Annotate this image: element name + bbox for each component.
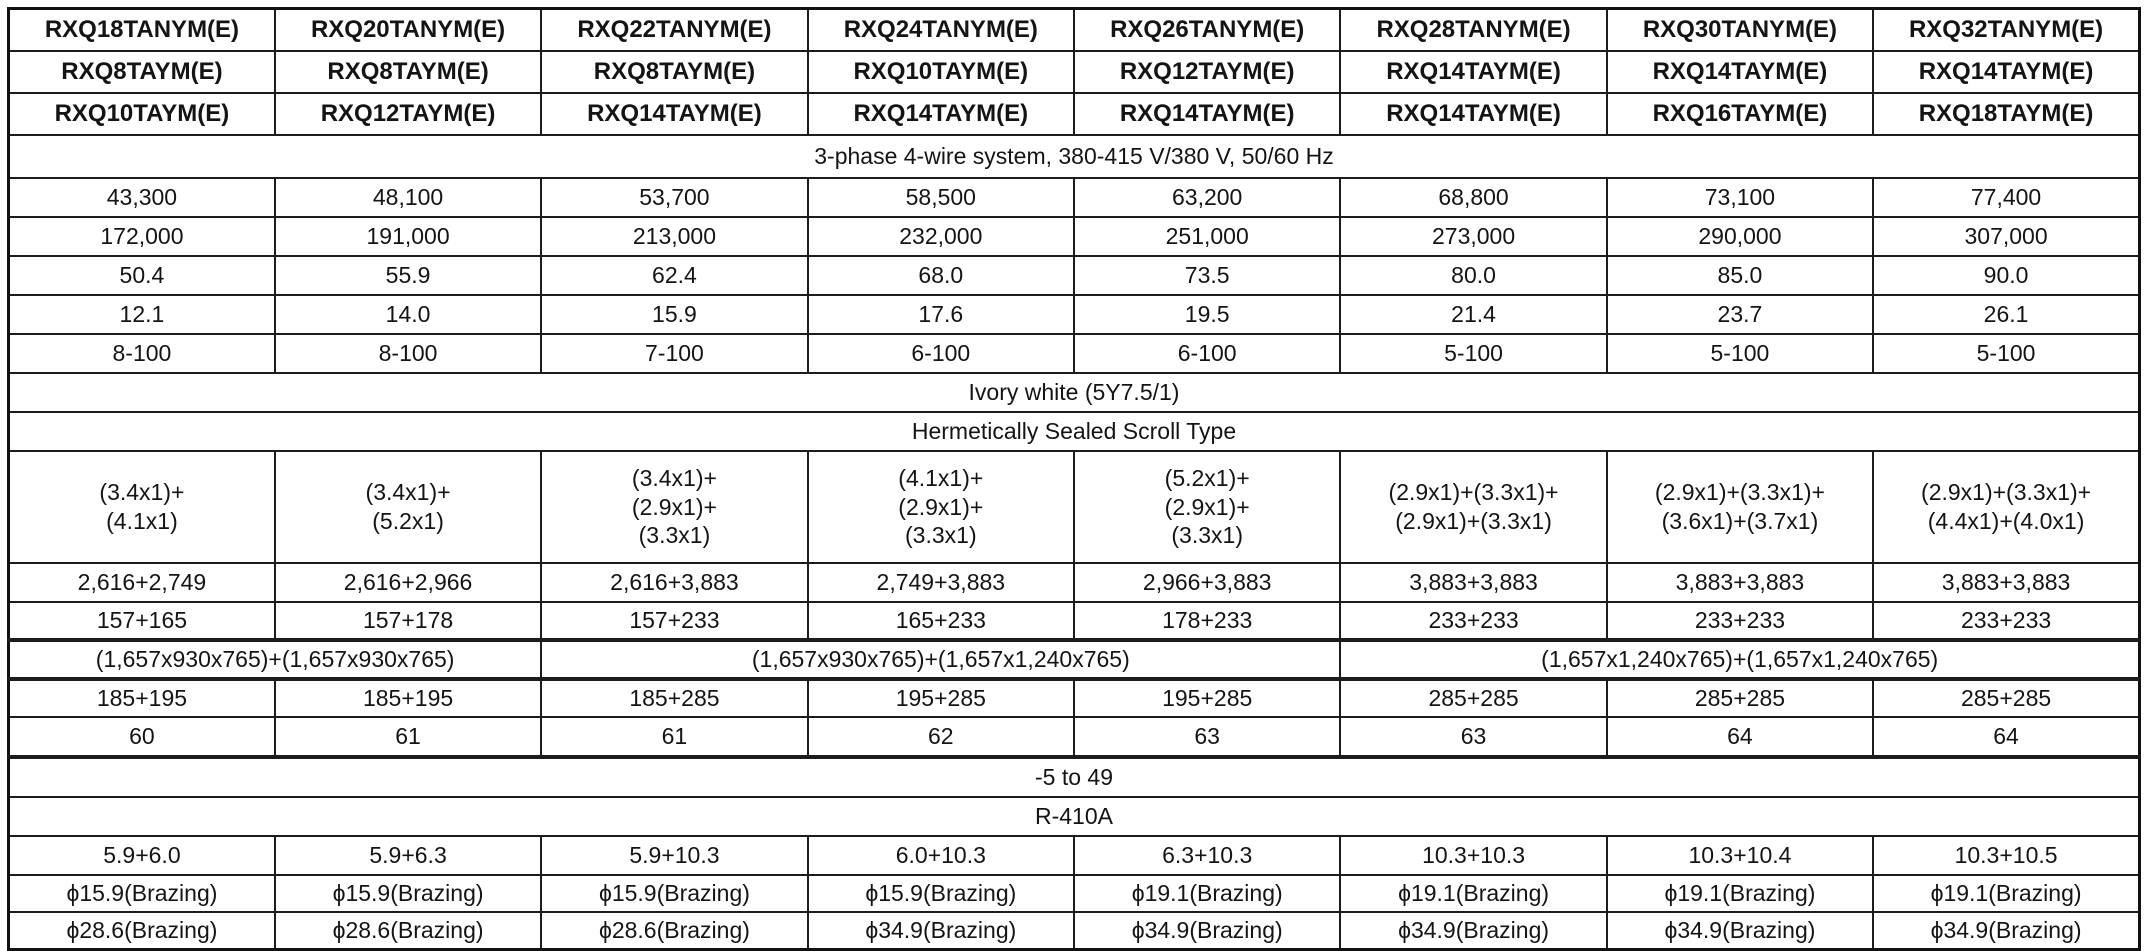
capacity-btu-row-cell-2: 48,100: [275, 178, 541, 217]
model-row-module-1-cell-2: RXQ8TAYM(E): [275, 51, 541, 93]
capacity-control-range-row: [9, 334, 2140, 373]
capacity-kcal-row-cell-2: 191,000: [275, 217, 541, 256]
refrigerant-charge-row-cell-7: 10.3+10.4: [1607, 836, 1873, 875]
power-input-row-cell-7: 23.7: [1607, 295, 1873, 334]
compressor-type-row-value: Hermetically Sealed Scroll Type: [9, 412, 2140, 451]
capacity-btu-row: [9, 178, 2140, 217]
piping-gas-row-cell-7: ϕ34.9(Brazing): [1607, 912, 1873, 950]
piping-gas-row-cell-4: ϕ34.9(Brazing): [808, 912, 1074, 950]
cell-line: (2.9x1)+(3.3x1): [1395, 508, 1552, 534]
capacity-kw-row-cell-8: 90.0: [1873, 256, 2139, 295]
model-row-module-2-cell-2: RXQ12TAYM(E): [275, 93, 541, 135]
model-row-module-2: [9, 93, 2140, 135]
cell-line: (3.4x1)+: [631, 464, 717, 491]
piping-gas-row-cell-1: ϕ28.6(Brazing): [9, 912, 275, 950]
spec-table: [7, 7, 2141, 951]
refrigerant-type-row-value: R-410A: [9, 797, 2140, 836]
machine-weight-row-cell-2: 185+195: [275, 679, 541, 717]
operation-range-row-value: -5 to 49: [9, 757, 2140, 797]
power-input-row-cell-4: 17.6: [808, 295, 1074, 334]
piping-liquid-row-cell-3: ϕ15.9(Brazing): [541, 875, 807, 912]
cell-line: (4.1x1)+: [898, 464, 984, 491]
sound-level-row-cell-7: 64: [1607, 717, 1873, 757]
model-row-module-1-cell-3: RXQ8TAYM(E): [541, 51, 807, 93]
capacity-btu-row-cell-6: 68,800: [1340, 178, 1606, 217]
power-input-row-cell-6: 21.4: [1340, 295, 1606, 334]
capacity-kw-row-cell-3: 62.4: [541, 256, 807, 295]
power-supply-row-value: 3-phase 4-wire system, 380-415 V/380 V, 50/60 Hz: [9, 135, 2140, 178]
model-row-combination-cell-4: RXQ24TANYM(E): [808, 9, 1074, 52]
piping-liquid-row-cell-1: ϕ15.9(Brazing): [9, 875, 275, 912]
airflow-rate-ls-row-cell-3: 157+233: [541, 602, 807, 640]
airflow-rate-row-cell-2: 2,616+2,966: [275, 563, 541, 602]
model-row-module-1-cell-1: RXQ8TAYM(E): [9, 51, 275, 93]
cell-line: (3.4x1)+: [365, 479, 451, 506]
capacity-kw-row-cell-5: 73.5: [1074, 256, 1340, 295]
piping-liquid-row: [9, 875, 2140, 912]
compressor-output-row-cell-5: [1074, 451, 1340, 563]
airflow-rate-row-cell-8: 3,883+3,883: [1873, 563, 2139, 602]
airflow-rate-ls-row-cell-8: 233+233: [1873, 602, 2139, 640]
compressor-output-row-cell-8: [1873, 451, 2139, 563]
capacity-kw-row: [9, 256, 2140, 295]
model-row-module-2-cell-5: RXQ14TAYM(E): [1074, 93, 1340, 135]
model-row-module-2-cell-6: RXQ14TAYM(E): [1340, 93, 1606, 135]
operation-range-row: [9, 757, 2140, 797]
sound-level-row-cell-3: 61: [541, 717, 807, 757]
model-row-module-2-cell-4: RXQ14TAYM(E): [808, 93, 1074, 135]
cell-line: (3.3x1): [905, 522, 977, 549]
piping-gas-row-cell-3: ϕ28.6(Brazing): [541, 912, 807, 950]
cell-line: (2.9x1)+(3.3x1)+: [1388, 479, 1559, 506]
model-row-combination-cell-1: RXQ18TANYM(E): [9, 9, 275, 52]
refrigerant-charge-row-cell-4: 6.0+10.3: [808, 836, 1074, 875]
airflow-rate-ls-row-cell-1: 157+165: [9, 602, 275, 640]
capacity-kcal-row-cell-3: 213,000: [541, 217, 807, 256]
machine-weight-row-cell-3: 185+285: [541, 679, 807, 717]
capacity-kcal-row-cell-7: 290,000: [1607, 217, 1873, 256]
refrigerant-charge-row-cell-1: 5.9+6.0: [9, 836, 275, 875]
dimensions-row-group-3: (1,657x1,240x765)+(1,657x1,240x765): [1340, 640, 2139, 679]
capacity-kw-row-cell-7: 85.0: [1607, 256, 1873, 295]
capacity-control-range-row-cell-1: 8-100: [9, 334, 275, 373]
capacity-kw-row-cell-4: 68.0: [808, 256, 1074, 295]
capacity-kw-row-cell-2: 55.9: [275, 256, 541, 295]
airflow-rate-ls-row-cell-5: 178+233: [1074, 602, 1340, 640]
model-row-module-2-cell-3: RXQ14TAYM(E): [541, 93, 807, 135]
spec-table-body: [9, 9, 2140, 950]
compressor-output-row-cell-1: [9, 451, 275, 563]
machine-weight-row-cell-5: 195+285: [1074, 679, 1340, 717]
capacity-btu-row-cell-4: 58,500: [808, 178, 1074, 217]
casing-color-row: [9, 373, 2140, 412]
capacity-control-range-row-cell-3: 7-100: [541, 334, 807, 373]
airflow-rate-row-cell-6: 3,883+3,883: [1340, 563, 1606, 602]
compressor-output-row: [9, 451, 2140, 563]
sound-level-row-cell-8: 64: [1873, 717, 2139, 757]
cell-line: (4.1x1): [106, 508, 178, 534]
sound-level-row-cell-6: 63: [1340, 717, 1606, 757]
power-input-row-cell-1: 12.1: [9, 295, 275, 334]
capacity-control-range-row-cell-6: 5-100: [1340, 334, 1606, 373]
model-row-combination-cell-6: RXQ28TANYM(E): [1340, 9, 1606, 52]
capacity-btu-row-cell-7: 73,100: [1607, 178, 1873, 217]
refrigerant-charge-row-cell-3: 5.9+10.3: [541, 836, 807, 875]
compressor-output-row-cell-7: [1607, 451, 1873, 563]
model-row-module-2-cell-8: RXQ18TAYM(E): [1873, 93, 2139, 135]
cell-line: (3.6x1)+(3.7x1): [1661, 508, 1819, 534]
machine-weight-row-cell-1: 185+195: [9, 679, 275, 717]
machine-weight-row-cell-7: 285+285: [1607, 679, 1873, 717]
model-row-module-1-cell-6: RXQ14TAYM(E): [1340, 51, 1606, 93]
sound-level-row-cell-2: 61: [275, 717, 541, 757]
power-supply-row: [9, 135, 2140, 178]
model-row-combination-cell-7: RXQ30TANYM(E): [1607, 9, 1873, 52]
capacity-kcal-row-cell-8: 307,000: [1873, 217, 2139, 256]
piping-gas-row-cell-6: ϕ34.9(Brazing): [1340, 912, 1606, 950]
cell-line: (2.9x1)+(3.3x1)+: [1654, 479, 1825, 506]
model-row-combination-cell-8: RXQ32TANYM(E): [1873, 9, 2139, 52]
model-row-module-2-cell-7: RXQ16TAYM(E): [1607, 93, 1873, 135]
capacity-btu-row-cell-5: 63,200: [1074, 178, 1340, 217]
refrigerant-type-row: [9, 797, 2140, 836]
piping-gas-row: [9, 912, 2140, 950]
airflow-rate-ls-row-cell-6: 233+233: [1340, 602, 1606, 640]
refrigerant-charge-row-cell-2: 5.9+6.3: [275, 836, 541, 875]
cell-line: (3.3x1): [1171, 522, 1243, 549]
airflow-rate-ls-row-cell-4: 165+233: [808, 602, 1074, 640]
capacity-kcal-row-cell-4: 232,000: [808, 217, 1074, 256]
capacity-kcal-row-cell-5: 251,000: [1074, 217, 1340, 256]
model-row-combination-cell-2: RXQ20TANYM(E): [275, 9, 541, 52]
cell-line: (2.9x1)+(3.3x1)+: [1921, 479, 2092, 506]
piping-gas-row-cell-5: ϕ34.9(Brazing): [1074, 912, 1340, 950]
sound-level-row-cell-1: 60: [9, 717, 275, 757]
capacity-kw-row-cell-6: 80.0: [1340, 256, 1606, 295]
piping-liquid-row-cell-2: ϕ15.9(Brazing): [275, 875, 541, 912]
casing-color-row-value: Ivory white (5Y7.5/1): [9, 373, 2140, 412]
capacity-btu-row-cell-3: 53,700: [541, 178, 807, 217]
airflow-rate-row-cell-5: 2,966+3,883: [1074, 563, 1340, 602]
piping-liquid-row-cell-4: ϕ15.9(Brazing): [808, 875, 1074, 912]
sound-level-row-cell-4: 62: [808, 717, 1074, 757]
airflow-rate-row-cell-7: 3,883+3,883: [1607, 563, 1873, 602]
capacity-control-range-row-cell-4: 6-100: [808, 334, 1074, 373]
airflow-rate-ls-row: [9, 602, 2140, 640]
model-row-module-1-cell-5: RXQ12TAYM(E): [1074, 51, 1340, 93]
cell-line: (5.2x1)+: [1164, 464, 1250, 491]
refrigerant-charge-row-cell-6: 10.3+10.3: [1340, 836, 1606, 875]
machine-weight-row-cell-8: 285+285: [1873, 679, 2139, 717]
piping-liquid-row-cell-7: ϕ19.1(Brazing): [1607, 875, 1873, 912]
refrigerant-charge-row-cell-8: 10.3+10.5: [1873, 836, 2139, 875]
piping-gas-row-cell-2: ϕ28.6(Brazing): [275, 912, 541, 950]
compressor-output-row-cell-4: [808, 451, 1074, 563]
power-input-row-cell-8: 26.1: [1873, 295, 2139, 334]
cell-line: (3.4x1)+: [99, 479, 185, 506]
sound-level-row: [9, 717, 2140, 757]
model-row-combination: [9, 9, 2140, 52]
cell-line: (4.4x1)+(4.0x1): [1927, 508, 2085, 534]
refrigerant-charge-row: [9, 836, 2140, 875]
machine-weight-row-cell-4: 195+285: [808, 679, 1074, 717]
cell-line: (2.9x1)+: [898, 493, 984, 520]
cell-line: (2.9x1)+: [1164, 493, 1250, 520]
model-row-module-1-cell-4: RXQ10TAYM(E): [808, 51, 1074, 93]
cell-line: (2.9x1)+: [631, 493, 717, 520]
airflow-rate-ls-row-cell-2: 157+178: [275, 602, 541, 640]
power-input-row-cell-3: 15.9: [541, 295, 807, 334]
airflow-rate-row-cell-3: 2,616+3,883: [541, 563, 807, 602]
dimensions-row: [9, 640, 2140, 679]
capacity-control-range-row-cell-7: 5-100: [1607, 334, 1873, 373]
cell-line: (3.3x1): [638, 522, 711, 549]
capacity-control-range-row-cell-2: 8-100: [275, 334, 541, 373]
model-row-module-2-cell-1: RXQ10TAYM(E): [9, 93, 275, 135]
model-row-module-1-cell-7: RXQ14TAYM(E): [1607, 51, 1873, 93]
airflow-rate-ls-row-cell-7: 233+233: [1607, 602, 1873, 640]
capacity-kcal-row: [9, 217, 2140, 256]
capacity-btu-row-cell-8: 77,400: [1873, 178, 2139, 217]
airflow-rate-row-cell-1: 2,616+2,749: [9, 563, 275, 602]
compressor-output-row-cell-6: [1340, 451, 1606, 563]
capacity-control-range-row-cell-8: 5-100: [1873, 334, 2139, 373]
power-input-row: [9, 295, 2140, 334]
dimensions-row-group-2: (1,657x930x765)+(1,657x1,240x765): [541, 640, 1340, 679]
airflow-rate-row: [9, 563, 2140, 602]
capacity-kcal-row-cell-6: 273,000: [1340, 217, 1606, 256]
cell-line: (5.2x1): [372, 508, 444, 534]
piping-liquid-row-cell-5: ϕ19.1(Brazing): [1074, 875, 1340, 912]
sound-level-row-cell-5: 63: [1074, 717, 1340, 757]
capacity-kw-row-cell-1: 50.4: [9, 256, 275, 295]
capacity-control-range-row-cell-5: 6-100: [1074, 334, 1340, 373]
machine-weight-row-cell-6: 285+285: [1340, 679, 1606, 717]
piping-gas-row-cell-8: ϕ34.9(Brazing): [1873, 912, 2139, 950]
compressor-type-row: [9, 412, 2140, 451]
power-input-row-cell-2: 14.0: [275, 295, 541, 334]
model-row-combination-cell-3: RXQ22TANYM(E): [541, 9, 807, 52]
model-row-module-1-cell-8: RXQ14TAYM(E): [1873, 51, 2139, 93]
power-input-row-cell-5: 19.5: [1074, 295, 1340, 334]
compressor-output-row-cell-2: [275, 451, 541, 563]
machine-weight-row: [9, 679, 2140, 717]
capacity-kcal-row-cell-1: 172,000: [9, 217, 275, 256]
refrigerant-charge-row-cell-5: 6.3+10.3: [1074, 836, 1340, 875]
dimensions-row-group-1: (1,657x930x765)+(1,657x930x765): [9, 640, 542, 679]
compressor-output-row-cell-3: [541, 451, 807, 563]
piping-liquid-row-cell-6: ϕ19.1(Brazing): [1340, 875, 1606, 912]
piping-liquid-row-cell-8: ϕ19.1(Brazing): [1873, 875, 2139, 912]
airflow-rate-row-cell-4: 2,749+3,883: [808, 563, 1074, 602]
model-row-combination-cell-5: RXQ26TANYM(E): [1074, 9, 1340, 52]
capacity-btu-row-cell-1: 43,300: [9, 178, 275, 217]
model-row-module-1: [9, 51, 2140, 93]
